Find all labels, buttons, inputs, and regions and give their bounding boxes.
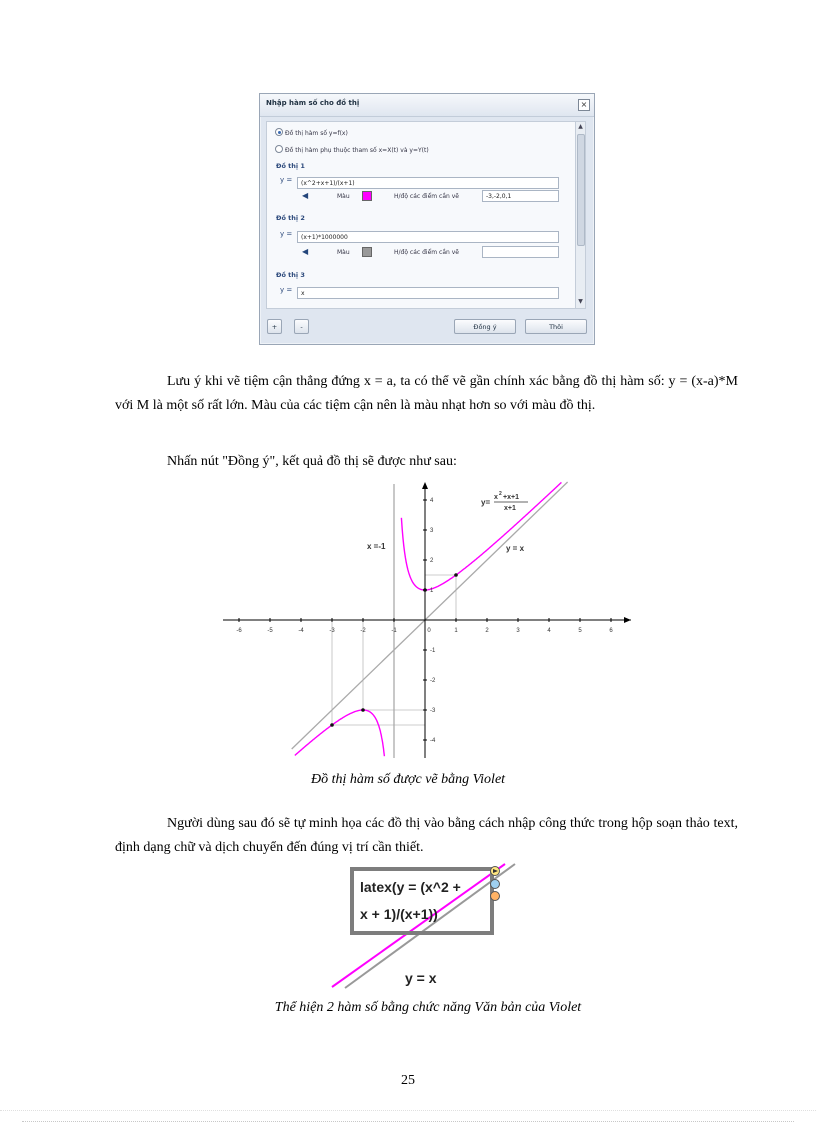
graph-1-points-label: H/độ các điểm cần vẽ [394, 193, 459, 200]
graph-1-heading: Đồ thị 1 [276, 162, 305, 170]
graph-3-formula-input[interactable]: x [297, 287, 559, 299]
y-tick-label: 2 [430, 558, 434, 564]
dialog-scrollbar[interactable] [575, 122, 585, 308]
graph-2-color-label: Màu [337, 249, 350, 256]
graph-2-points-label: H/độ các điểm cần vẽ [394, 249, 459, 256]
user-illustration-paragraph: Người dùng sau đó sẽ tự minh họa các đồ thị vào bằng cách nhập công thức trong hộp soạn thảo text, định dạng chữ và dịch chuyển đến đúng vị trí cần thiết. [115, 816, 738, 855]
x-tick-label: -3 [329, 628, 335, 634]
graph-1-color-label: Màu [337, 193, 350, 200]
asymptote-label: x =-1 [367, 542, 386, 551]
graph-caption: Đồ thị hàm số được vẽ bằng Violet [310, 772, 506, 787]
rotate-handle-icon[interactable] [491, 880, 500, 889]
x-tick-label: 3 [516, 628, 520, 634]
x-tick-label: -6 [236, 628, 242, 634]
scroll-thumb[interactable] [577, 134, 585, 246]
latex-line-1: latex(y = (x^2 + [360, 879, 461, 895]
graph-1-arrow-left-icon[interactable]: ◀ [302, 191, 309, 200]
radio-function-graph[interactable]: Đồ thị hàm số y=f(x) [275, 128, 348, 137]
marked-point [423, 588, 427, 592]
y-tick-label: 3 [430, 528, 434, 534]
formula-numerator-rest: +x+1 [503, 494, 519, 501]
graph-3-y-label: y = [280, 286, 293, 294]
x-tick-label: 4 [547, 628, 551, 634]
x-tick-label: -1 [391, 628, 397, 634]
graph-2-formula-input[interactable]: (x+1)*1000000 [297, 231, 559, 243]
scroll-up-icon[interactable]: ▲ [578, 123, 583, 130]
resize-handle-icon[interactable] [491, 892, 500, 901]
ok-button[interactable]: Đồng ý [454, 319, 516, 334]
footer-divider-bottom [22, 1121, 794, 1122]
y-tick-label: 1 [430, 588, 434, 594]
formula-prefix: y= [481, 498, 491, 507]
scroll-down-icon[interactable]: ▼ [578, 298, 583, 305]
add-graph-button[interactable]: + [267, 319, 282, 334]
marked-point [454, 573, 458, 577]
marked-point [330, 723, 334, 727]
x-tick-label: 5 [578, 628, 582, 634]
y-tick-label: -2 [430, 678, 436, 684]
note-paragraph: Lưu ý khi vẽ tiệm cận thẳng đứng x = a, ta có thể vẽ gần chính xác bằng đồ thị hàm số: y = (x-a)*M với M là một số rất lớn. Màu của các tiệm cận nên là màu nhạt hơn so với màu đồ thị. [115, 374, 738, 413]
dialog-title: Nhập hàm số cho đồ thị [266, 99, 360, 107]
page-number: 25 [401, 1073, 415, 1088]
graph-1-y-label: y = [280, 176, 293, 184]
formula-numerator-x: x [494, 494, 498, 501]
instruction-paragraph: Nhấn nút "Đồng ý", kết quả đồ thị sẽ được như sau: [167, 454, 457, 469]
function-formula-label [481, 491, 528, 512]
y-tick-label: -3 [430, 708, 436, 714]
formula-denominator: x+1 [504, 505, 516, 512]
x-tick-label: 1 [454, 628, 458, 634]
remove-graph-button[interactable]: - [294, 319, 309, 334]
axes [223, 482, 631, 758]
cancel-button[interactable]: Thôi [525, 319, 587, 334]
graph-1-formula-input[interactable]: (x^2+x+1)/(x+1) [297, 177, 559, 189]
graph-1-color-swatch[interactable] [362, 191, 372, 201]
x-axis-arrow-icon [624, 617, 631, 623]
graph-3-heading: Đồ thị 3 [276, 271, 305, 279]
y-tick-label: -1 [430, 648, 436, 654]
x-tick-label: 6 [609, 628, 613, 634]
marked-point [361, 708, 365, 712]
radio-parametric-graph[interactable]: Đồ thị hàm phụ thuộc tham số x=X(t) và y=Y(t) [275, 145, 429, 154]
function-graph [215, 478, 635, 760]
dialog-body [266, 121, 586, 309]
text-feature-caption: Thể hiện 2 hàm số bằng chức năng Văn bản của Violet [274, 1000, 582, 1015]
y-tick-label: 4 [430, 498, 434, 504]
close-icon[interactable]: × [578, 99, 590, 111]
footer-divider [0, 1110, 816, 1111]
dialog-title-bar [260, 94, 594, 117]
text-box-illustration [330, 860, 520, 992]
graph-1-points-input[interactable]: -3,-2,0,1 [482, 190, 559, 202]
x-tick-label: -4 [298, 628, 304, 634]
line-y-equals-x-label: y = x [506, 544, 525, 553]
x-tick-label: -2 [360, 628, 366, 634]
x-tick-label: 2 [485, 628, 489, 634]
y-axis-arrow-icon [422, 482, 428, 489]
function-input-dialog [259, 93, 595, 345]
graph-2-heading: Đồ thị 2 [276, 214, 305, 222]
formula-exponent: 2 [499, 491, 502, 497]
graph-2-arrow-left-icon[interactable]: ◀ [302, 247, 309, 256]
latex-line-2: x + 1)/(x+1)) [360, 906, 438, 922]
graph-2-color-swatch[interactable] [362, 247, 372, 257]
graph-2-points-input[interactable] [482, 246, 559, 258]
graph-2-y-label: y = [280, 230, 293, 238]
x-tick-label: 0 [427, 628, 431, 634]
radio-icon [275, 145, 283, 153]
x-tick-label: -5 [267, 628, 273, 634]
radio-selected-icon [275, 128, 283, 136]
y-tick-label: -4 [430, 738, 436, 744]
illustration-line-label: y = x [405, 970, 437, 986]
